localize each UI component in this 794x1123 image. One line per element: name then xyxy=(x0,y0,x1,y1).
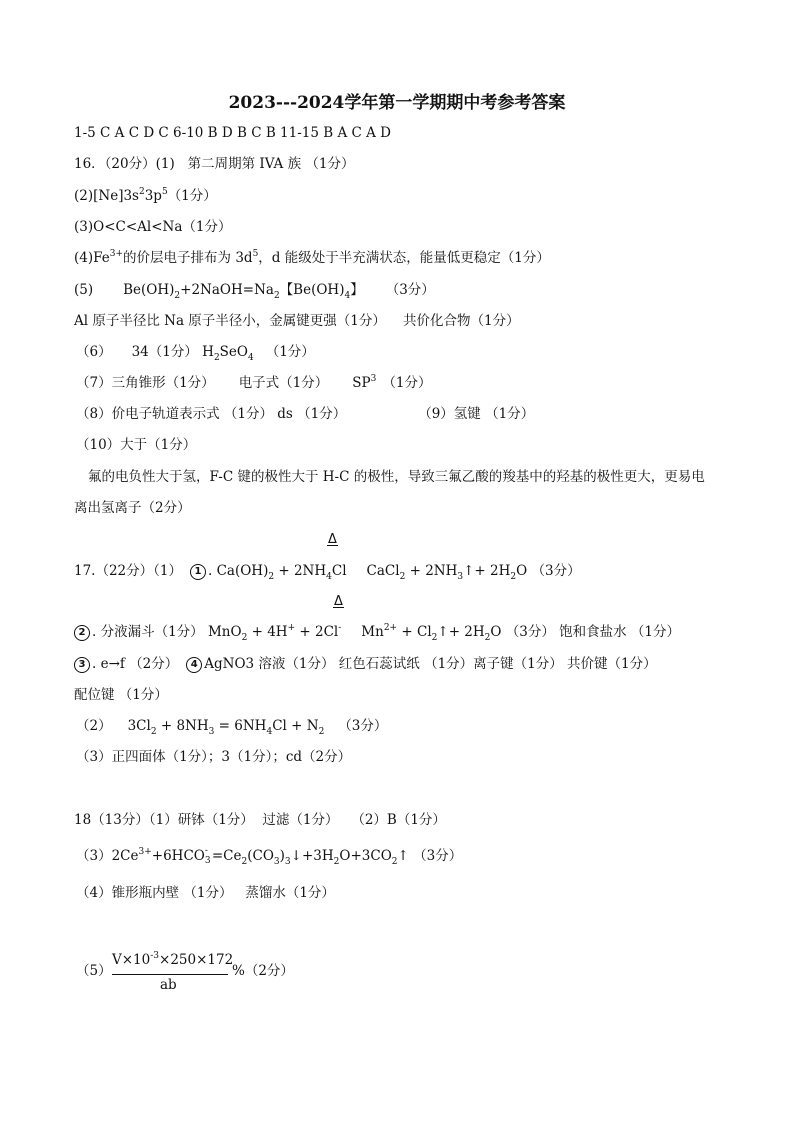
fraction-bar xyxy=(112,974,228,975)
q17-line-2: 2 . 分液漏斗（1分） MnO$_2$ + 4H+ + 2Cl- $Mn^{2+}$ + $Cl_2↑+ 2H_2O$ （3分） 饱和食盐水 （1分） xyxy=(74,623,680,643)
q16-line-4: $(4)Fe^{3+}$的价层电子排布为 $3d^5$，d 能级处于半充满状态，能量低更稳定（1分） xyxy=(74,249,550,266)
q16-line-12: 离出氢离子（2分） xyxy=(74,500,191,516)
q17-line-4: 配位键 （1分） xyxy=(74,687,168,703)
q18-line-4-suffix: %（2分） xyxy=(232,963,294,979)
q16-line-10: （10）大于（1分） xyxy=(76,437,197,453)
q18-line-1: 18（13分）（1）研钵（1分） 过滤（1分） （2）B（1分） xyxy=(74,812,446,828)
circled-number: 2 xyxy=(74,625,90,641)
fraction-numerator: $V\times 10^{-3}\times 250\times 172$ xyxy=(112,951,234,968)
q16-line-11: 氟的电负性大于氢，F-C 键的极性大于 H-C 的极性，导致三氟乙酸的羧基中的羟基的极性更大，更易电 xyxy=(88,469,705,485)
q16-line-1: 16．（20分）(1) 第二周期第 IVA 族 （1分） xyxy=(74,156,355,172)
page-title: 2023---2024学年第一学期期中考参考答案 xyxy=(228,93,566,113)
circled-number: 3 xyxy=(74,657,90,673)
q16-line-5: (5) $Be(OH)_2+2NaOH=Na_2$【$Be(OH)_4$】 （3分） xyxy=(74,282,435,301)
fraction-denominator: ab xyxy=(160,977,177,993)
heating-symbol: Δ xyxy=(334,594,343,609)
q17-line-6: （3）正四面体（1分）；3（1分）；cd（2分） xyxy=(76,749,352,765)
multiple-choice-answers: 1-5 C A C D C 6-10 B D B C B 11-15 B A C A D xyxy=(74,125,391,141)
circled-number: 1 xyxy=(190,564,206,580)
circled-number: 4 xyxy=(186,657,202,673)
q16-line-3: (3)O<C<Al<Na（1分） xyxy=(74,219,232,235)
q17-line-5: （2） $3Cl_2 + 8NH_3 = 6NH_4Cl + N_2$ （3分） xyxy=(76,718,388,737)
q18-line-2: $(3)2Ce^{3+}+6HCO$ - 3 $=Ce_2(CO_3)_3↓+3H_2O+3CO_2↑$ （3分） xyxy=(76,846,463,867)
q18-line-4-label: （5） xyxy=(76,963,112,979)
q16-line-8: （7）三角锥形（1分） 电子式（1分） $SP^3$ （1分） xyxy=(76,374,432,391)
q17-line-3: 3 . e→f （2分） 4 AgNO3 溶液（1分） 红色石蕊试纸 （1分）离子键（1分） 共价键（1分） xyxy=(74,655,657,673)
heating-symbol: Δ xyxy=(328,532,337,547)
q17-line-1: 17.（22分）（1） 1 . $Ca(OH)_2 + 2NH_4Cl$ CaCl$_2$ + $2NH_3↑+ 2H_2O$ （3分） xyxy=(74,563,581,582)
q16-line-7: （6） 34（1分） $H_2SeO_4$ （1分） xyxy=(76,344,315,363)
q18-line-3: （4）锥形瓶内壁 （1分） 蒸馏水（1分） xyxy=(76,885,335,901)
q16-line-2: $(2)[Ne]3s^23p^5(1$分） xyxy=(74,187,217,204)
q16-line-9: （8）价电子轨道表示式 （1分） ds （1分） （9）氢键 （1分） xyxy=(76,406,535,422)
q16-line-6: Al 原子半径比 Na 原子半径小，金属键更强（1分） 共价化合物（1分） xyxy=(74,313,520,329)
